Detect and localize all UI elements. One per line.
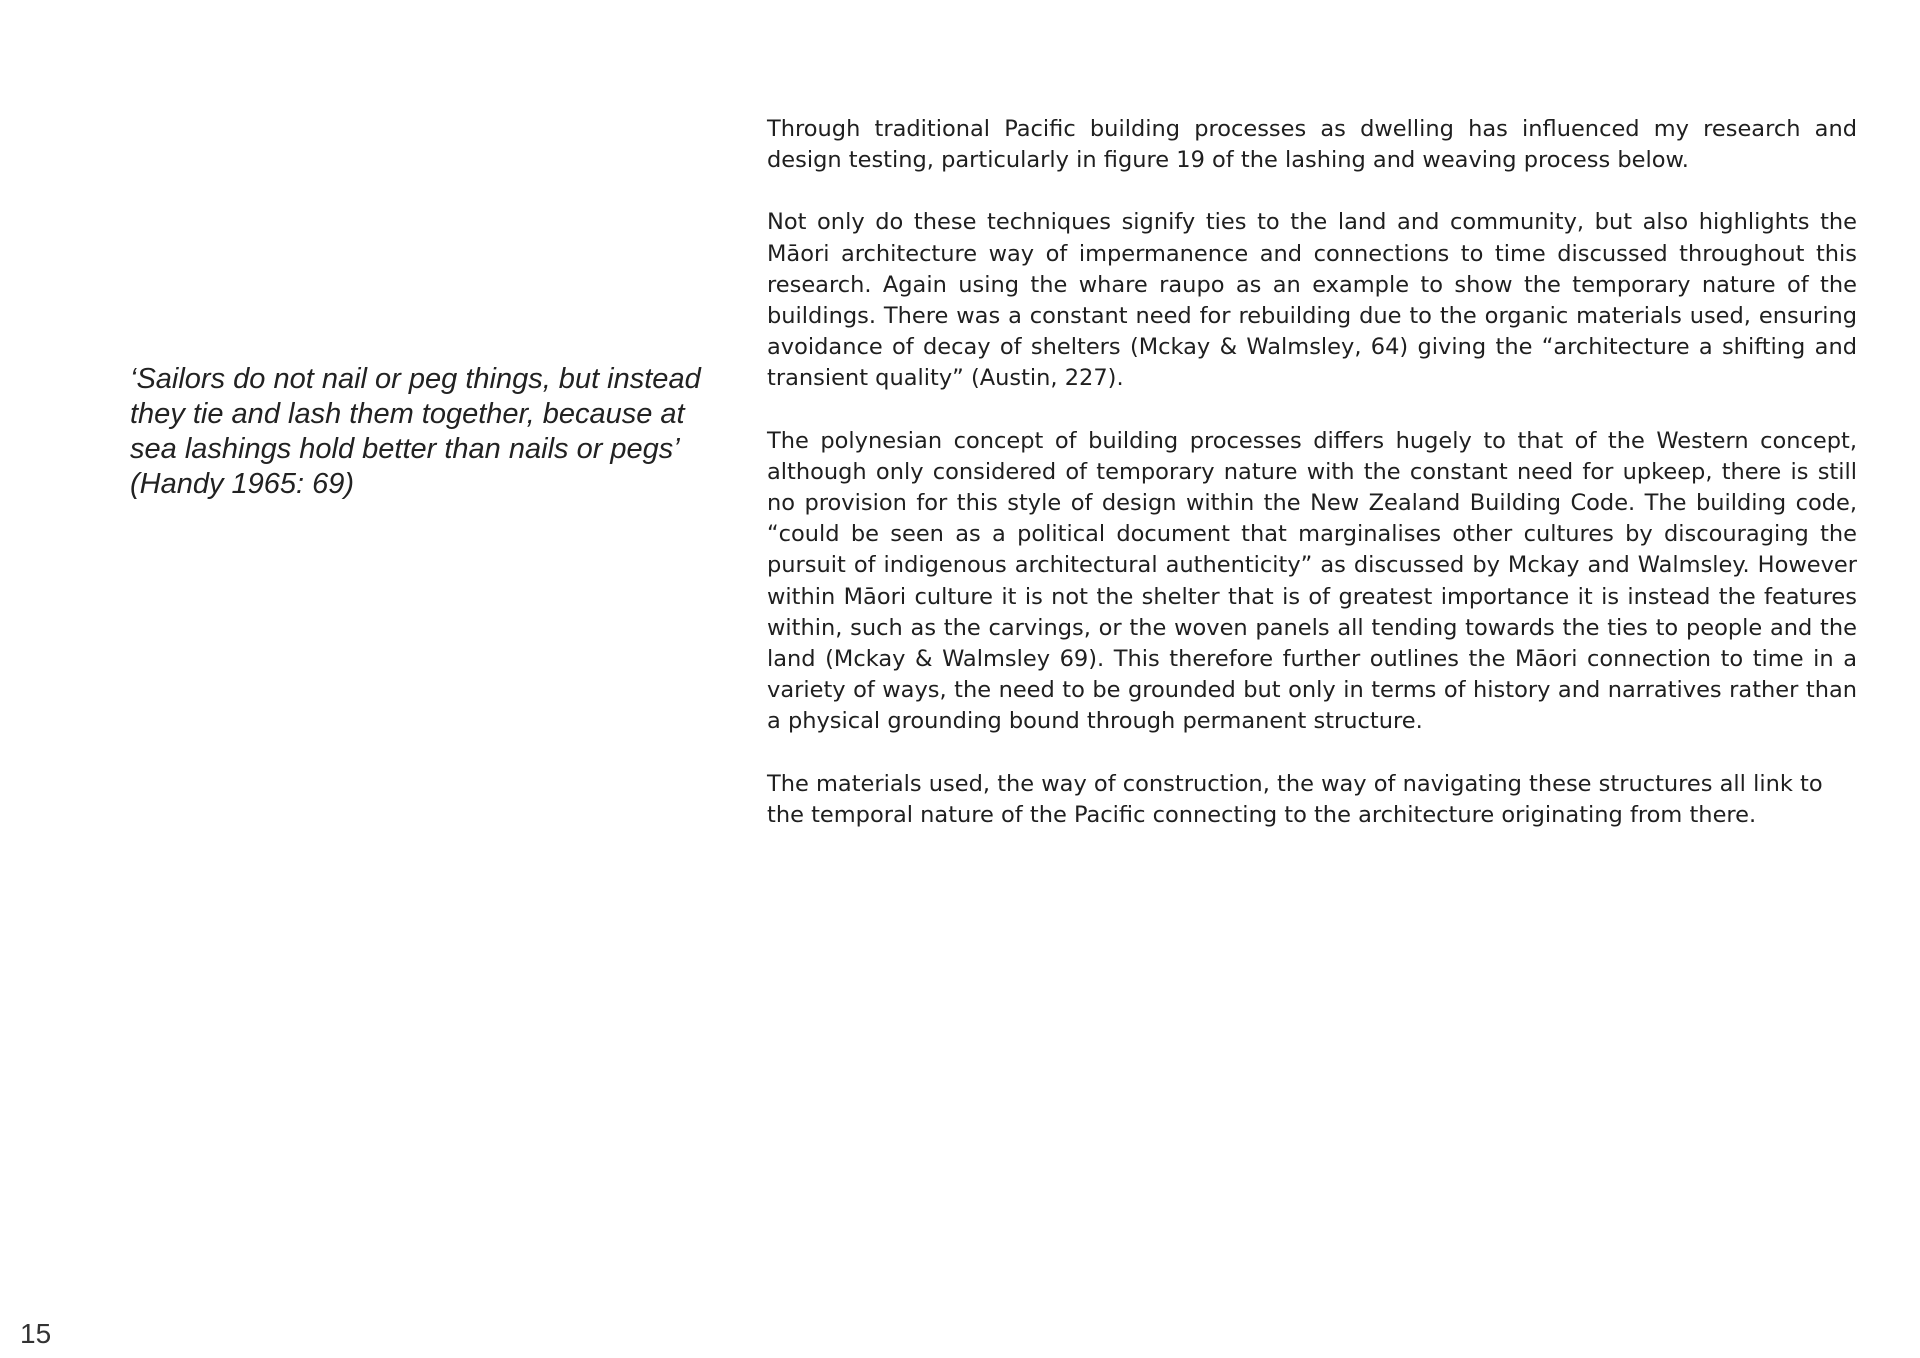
paragraph-building-code: The polynesian concept of building processes differs hugely to that of the Western concept, although only considered of temporary nature with the constant need for upkeep, there is still no provision for this style of design within the New Zealand Building Code. The building code, “could be seen as a political document that marginalises other cultures by discouraging the pursuit of indigenous architectural authenticity” as discussed by Mckay and Walmsley. However within Māori culture it is not the shelter that is of greatest importance it is instead the features within, such as the carvings, or the woven panels all tending towards the ties to people and the land (Mckay & Walmsley 69). This therefore further outlines the Māori connection to time in a variety of ways, the need to be grounded but only in terms of history and narratives rather than a physical grounding bound through permanent structure. [767, 427, 1857, 735]
body-text [767, 114, 1857, 862]
page-number: 15 [20, 1318, 52, 1349]
paragraph-impermanence: Not only do these techniques signify ties to the land and community, but also highlights the Māori architecture way of impermanence and connections to time discussed throughout this research. Again using the whare raupo as an example to show the temporary nature of the buildings. There was a constant need for rebuilding due to the organic materials used, ensuring avoidance of decay of shelters (Mckay & Walmsley, 64) giving the “architecture a shifting and transient quality” (Austin, 227). [767, 209, 1857, 392]
paragraph-intro: Through traditional Pacific building processes as dwelling has influenced my research and design testing, particularly in figure 19 of the lashing and weaving process below. [767, 116, 1857, 174]
pull-quote: ‘Sailors do not nail or peg things, but instead they tie and lash them together, because at sea lashings hold better than nails or pegs’ (Handy 1965: 69) [130, 363, 701, 500]
paragraph-conclusion: The materials used, the way of construction, the way of navigating these structures all link to the temporal nature of the Pacific connecting to the architecture originating from there. [767, 770, 1823, 828]
